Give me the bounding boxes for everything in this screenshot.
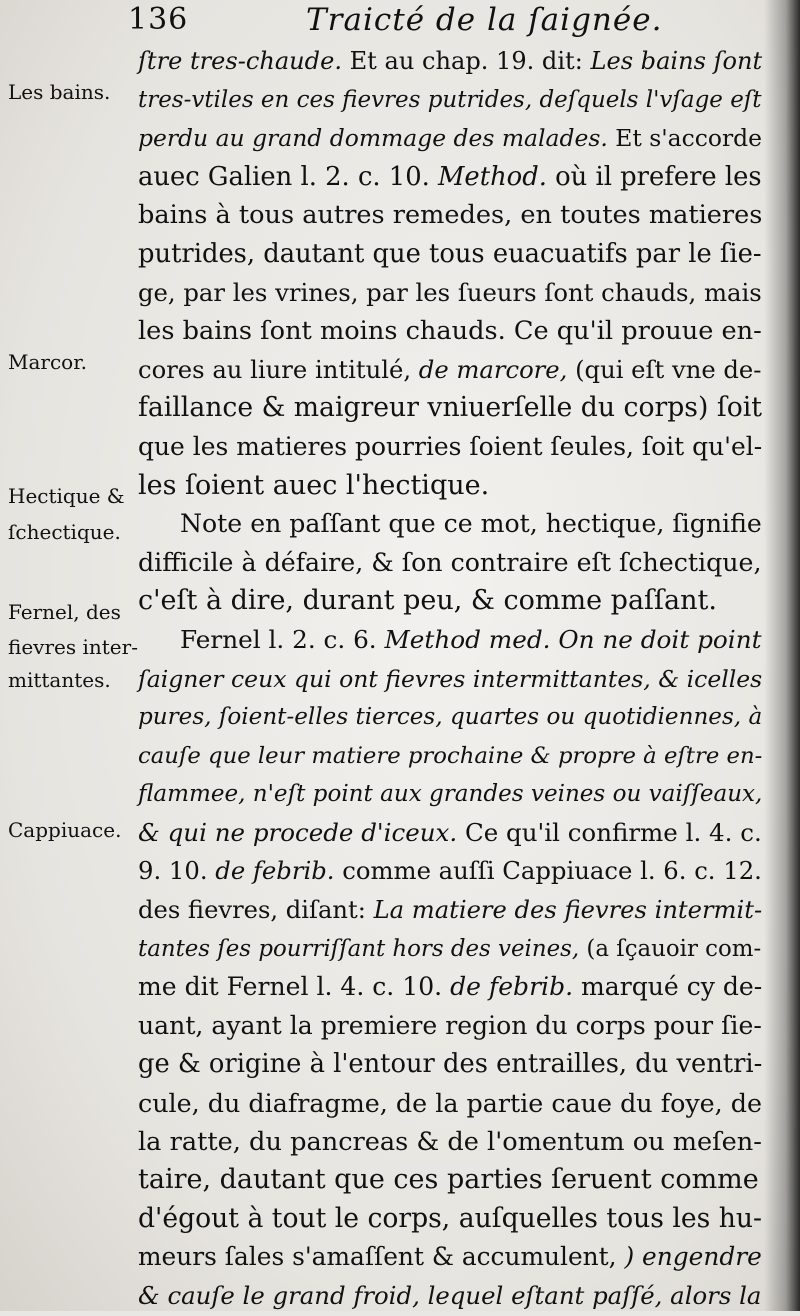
roman-text: Ce qu'il confirme l. 4. c. — [457, 817, 762, 847]
roman-text: taire, dautant que ces parties ſeruent comme — [138, 1164, 759, 1196]
roman-text: marqué cy de- — [573, 972, 763, 1002]
text-line — [138, 698, 762, 737]
text-line — [138, 1200, 762, 1239]
italic-text: & qui ne procede d'iceux. — [138, 817, 458, 847]
italic-text: La matiere des fievres intermit- — [373, 896, 763, 925]
text-line — [138, 351, 762, 390]
roman-text: bains à tous autres remedes, en toutes matieres — [138, 200, 763, 231]
roman-text: cule, du diafragme, de la partie caue du foye, de — [138, 1088, 763, 1119]
roman-text: où il prefere les — [546, 161, 762, 192]
roman-text: cores au liure intitulé, — [138, 354, 419, 384]
roman-text: Et au chap. 19. dit: — [341, 47, 591, 75]
text-line — [138, 660, 762, 699]
text-line — [138, 852, 762, 891]
italic-text: & cauſe le grand froid, lequel eſtant paſſé, alors la — [138, 1281, 762, 1310]
roman-text: (qui eſt vne de- — [567, 354, 762, 384]
text-line — [138, 42, 762, 81]
text-line — [138, 467, 762, 506]
text-line — [138, 274, 762, 313]
italic-text: ſaigner ceux qui ont fievres intermittantes, & icelles — [138, 664, 763, 693]
page-gutter-shadow — [764, 0, 800, 1311]
page-number: 136 — [128, 2, 189, 37]
italic-text: Method med. On ne doit point — [384, 624, 762, 654]
text-line — [138, 158, 762, 197]
text-line — [138, 1238, 762, 1277]
text-line — [138, 1277, 762, 1316]
roman-text: comme auſſi Cappiuace l. 6. c. 12. — [334, 856, 762, 886]
text-line — [138, 891, 762, 930]
text-line — [138, 1161, 762, 1200]
roman-text: putrides, dautant que tous euacuatifs par le ſie- — [138, 238, 762, 269]
roman-text: uant, ayant la premiere region du corps pour ſie- — [138, 1010, 762, 1040]
text-line — [138, 312, 762, 351]
text-line — [138, 582, 762, 621]
italic-text: de febrib. — [450, 972, 574, 1002]
italic-text: pures, ſoient-elles tierces, quartes ou quotidiennes, à — [138, 704, 763, 731]
text-line — [138, 505, 762, 544]
italic-text: ) engendre — [616, 1242, 762, 1272]
italic-text: tres-vtiles en ces fievres putrides, deſquels l'vſage eſt — [138, 86, 762, 113]
body-text — [138, 42, 762, 1316]
text-line — [138, 196, 762, 235]
italic-text: Les bains ſont — [590, 47, 763, 75]
italic-text: cauſe que leur matiere prochaine & propre à eſtre en- — [138, 742, 763, 769]
text-line — [138, 544, 762, 583]
italic-text: de marcore, — [418, 354, 568, 384]
margin-note-marcor: Marcor. — [8, 350, 87, 374]
text-line — [138, 1007, 762, 1046]
text-line — [138, 119, 762, 158]
roman-text: faillance & maigreur vniuerſelle du corps) ſoit — [138, 392, 763, 424]
roman-text: la ratte, du pancreas & de l'omentum ou meſen- — [138, 1126, 762, 1157]
margin-note-hectique: Hectique & — [8, 484, 125, 508]
margin-note-mittantes: mittantes. — [8, 668, 111, 692]
text-line — [138, 930, 762, 969]
text-line — [138, 389, 762, 428]
roman-text: les ſoient auec l'hectique. — [138, 469, 490, 501]
roman-text: des fievres, diſant: — [138, 896, 374, 925]
text-line — [138, 1123, 762, 1162]
text-line — [138, 235, 762, 274]
margin-note-schectique: ſchectique. — [8, 520, 121, 544]
page-header — [0, 0, 800, 40]
roman-text: auec Galien l. 2. c. 10. — [138, 161, 439, 192]
roman-text: les bains ſont moins chauds. Ce qu'il prouue en- — [138, 316, 762, 347]
roman-text: me dit Fernel l. 4. c. 10. — [138, 972, 451, 1002]
text-line — [138, 814, 762, 853]
italic-text: Method. — [438, 161, 547, 192]
text-line — [138, 1084, 762, 1123]
margin-note-fievres: fievres inter- — [8, 635, 138, 659]
roman-text: ge, par les vrines, par les ſueurs ſont chauds, mais — [138, 277, 762, 307]
roman-text: c'eſt à dire, durant peu, & comme paſſant. — [138, 585, 717, 617]
italic-text: ſtre tres-chaude. — [138, 47, 342, 75]
text-line — [138, 428, 762, 467]
italic-text: de febrib. — [215, 856, 335, 886]
roman-text: Fernel l. 2. c. 6. — [180, 624, 385, 654]
margin-note-fernel: Fernel, des — [8, 600, 121, 624]
roman-text: Note en paſſant que ce mot, hectique, ſignifie — [180, 509, 762, 539]
margin-note-cappiuace: Cappiuace. — [8, 818, 122, 842]
text-line — [138, 621, 762, 660]
roman-text: d'égout à tout le corps, auſquelles tous les hu- — [138, 1202, 762, 1234]
italic-text: perdu au grand dommage des malades. — [138, 124, 608, 153]
text-line — [138, 737, 762, 776]
roman-text: meurs ſales s'amaſſent & accumulent, — [138, 1242, 617, 1272]
text-line — [138, 1045, 762, 1084]
roman-text: que les matieres pourries ſoient ſeules, ſoit qu'el- — [138, 431, 763, 461]
roman-text: difficile à défaire, & ſon contraire eſt ſchectique, — [138, 547, 762, 577]
roman-text: (a ſçauoir com- — [579, 935, 762, 962]
roman-text: Et s'accorde — [607, 124, 763, 153]
italic-text: flammee, n'eſt point aux grandes veines ou vaiſſeaux, — [138, 781, 763, 808]
text-line — [138, 81, 762, 120]
text-line — [138, 968, 762, 1007]
roman-text: ge & origine à l'entour des entrailles, du ventri- — [138, 1049, 763, 1080]
text-line — [138, 775, 762, 814]
roman-text: 9. 10. — [138, 856, 216, 886]
running-title: Traicté de la ſaignée. — [306, 2, 663, 38]
italic-text: tantes ſes pourriſſant hors des veines, — [138, 935, 580, 962]
margin-note-bains: Les bains. — [8, 80, 111, 104]
